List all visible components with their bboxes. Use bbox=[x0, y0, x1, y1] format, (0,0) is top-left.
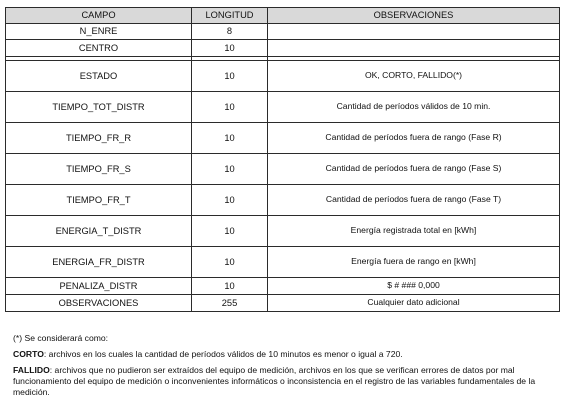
cell-longitud: 10 bbox=[192, 92, 268, 123]
footnote-fallido bbox=[13, 365, 555, 398]
table-row bbox=[6, 154, 560, 185]
cell-longitud: 10 bbox=[192, 278, 268, 295]
cell-observaciones bbox=[268, 24, 560, 40]
cell-longitud: 10 bbox=[192, 123, 268, 154]
cell-campo: TIEMPO_TOT_DISTR bbox=[6, 92, 192, 123]
table-row bbox=[6, 40, 560, 57]
cell-observaciones: Cualquier dato adicional bbox=[268, 295, 560, 312]
cell-observaciones: Cantidad de períodos fuera de rango (Fase T) bbox=[268, 185, 560, 216]
cell-observaciones: Energía fuera de rango en [kWh] bbox=[268, 247, 560, 278]
cell-campo: ENERGIA_T_DISTR bbox=[6, 216, 192, 247]
footnotes bbox=[13, 333, 555, 403]
header-longitud: LONGITUD bbox=[192, 8, 268, 24]
footnote-corto bbox=[13, 349, 555, 360]
table-row bbox=[6, 24, 560, 40]
cell-campo: TIEMPO_FR_R bbox=[6, 123, 192, 154]
cell-observaciones: Cantidad de períodos fuera de rango (Fase S) bbox=[268, 154, 560, 185]
cell-longitud: 8 bbox=[192, 24, 268, 40]
footnote-intro: (*) Se considerará como: bbox=[13, 333, 109, 343]
table-row bbox=[6, 216, 560, 247]
cell-observaciones: OK, CORTO, FALLIDO(*) bbox=[268, 61, 560, 92]
cell-campo: N_ENRE bbox=[6, 24, 192, 40]
cell-campo: PENALIZA_DISTR bbox=[6, 278, 192, 295]
cell-campo: OBSERVACIONES bbox=[6, 295, 192, 312]
fallido-text: : archivos que no pudieron ser extraídos del equipo de medición, archivos en los que se verifican errores de datos por mal funcionamiento del equipo de medición o inconvenientes informáticos o inconsistencia en el registro de las variables fundamentales de la medición. bbox=[13, 365, 536, 397]
cell-observaciones bbox=[268, 40, 560, 57]
cell-longitud: 10 bbox=[192, 40, 268, 57]
cell-observaciones: $ # ### 0,000 bbox=[268, 278, 560, 295]
header-campo: CAMPO bbox=[6, 8, 192, 24]
cell-campo: TIEMPO_FR_S bbox=[6, 154, 192, 185]
cell-campo: ENERGIA_FR_DISTR bbox=[6, 247, 192, 278]
corto-text: : archivos en los cuales la cantidad de períodos válidos de 10 minutos es menor o igual a 720. bbox=[43, 349, 403, 359]
cell-observaciones: Cantidad de períodos válidos de 10 min. bbox=[268, 92, 560, 123]
cell-longitud: 10 bbox=[192, 216, 268, 247]
cell-observaciones: Cantidad de períodos fuera de rango (Fase R) bbox=[268, 123, 560, 154]
cell-longitud: 10 bbox=[192, 247, 268, 278]
table-row bbox=[6, 247, 560, 278]
cell-campo: CENTRO bbox=[6, 40, 192, 57]
corto-term: CORTO bbox=[13, 349, 44, 359]
cell-longitud: 10 bbox=[192, 61, 268, 92]
cell-campo: ESTADO bbox=[6, 61, 192, 92]
cell-longitud: 10 bbox=[192, 154, 268, 185]
table-header-row bbox=[6, 8, 560, 24]
fallido-term: FALLIDO bbox=[13, 365, 50, 375]
table-row bbox=[6, 92, 560, 123]
table-row bbox=[6, 61, 560, 92]
table-row bbox=[6, 295, 560, 312]
table-row bbox=[6, 185, 560, 216]
fields-table bbox=[5, 7, 560, 312]
table-row bbox=[6, 123, 560, 154]
cell-observaciones: Energía registrada total en [kWh] bbox=[268, 216, 560, 247]
cell-longitud: 255 bbox=[192, 295, 268, 312]
header-observaciones: OBSERVACIONES bbox=[268, 8, 560, 24]
cell-longitud: 10 bbox=[192, 185, 268, 216]
cell-campo: TIEMPO_FR_T bbox=[6, 185, 192, 216]
table-row bbox=[6, 278, 560, 295]
